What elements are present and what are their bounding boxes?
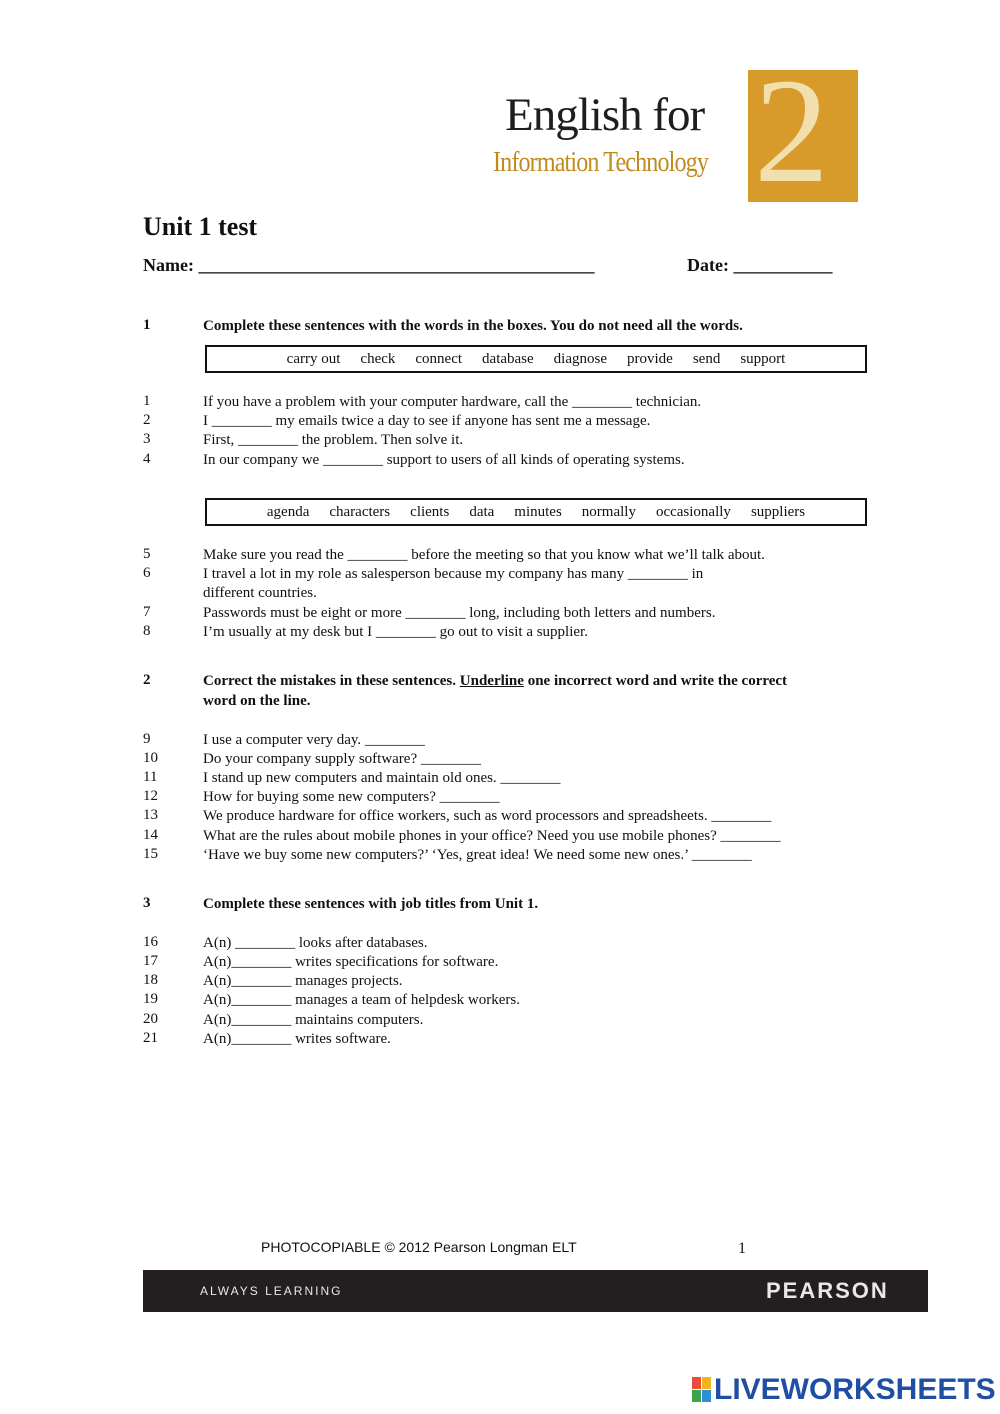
logo-level-badge (748, 70, 858, 202)
question-number: 4 (143, 451, 151, 467)
question-text[interactable]: Make sure you read the ________ before the meeting so that you know what we’ll talk about. (203, 547, 765, 563)
question-number: 6 (143, 565, 151, 581)
question-number: 12 (143, 788, 158, 804)
section-1-instruction: Complete these sentences with the words in the boxes. You do not need all the words. (203, 318, 743, 334)
word-box-1 (205, 345, 867, 373)
question-number: 10 (143, 750, 158, 766)
question-text[interactable]: A(n)________ manages a team of helpdesk workers. (203, 992, 520, 1008)
word-box-item: normally (581, 503, 636, 520)
question-text[interactable]: A(n)________ writes specifications for software. (203, 954, 499, 970)
word-box-item: database (482, 350, 534, 367)
liveworksheets-text: LIVEWORKSHEETS (714, 1373, 996, 1406)
section-1-number: 1 (143, 317, 151, 333)
question-number: 9 (143, 731, 151, 747)
question-number: 18 (143, 972, 158, 988)
word-box-item: occasionally (655, 503, 731, 520)
question-text[interactable]: I ________ my emails twice a day to see if anyone has sent me a message. (203, 413, 651, 429)
section-2-number: 2 (143, 672, 151, 688)
question-number: 1 (143, 393, 151, 409)
word-box-item: connect (415, 350, 463, 367)
question-text[interactable]: How for buying some new computers? ________ (203, 789, 500, 805)
section-2-instruction-underline: Underline (459, 673, 524, 689)
question-number: 21 (143, 1030, 158, 1046)
question-number: 17 (143, 953, 158, 969)
section-2-instruction (203, 671, 823, 711)
question-text[interactable]: I travel a lot in my role as salesperson because my company has many ________ in different countries. (203, 566, 704, 601)
question-number: 20 (143, 1011, 158, 1027)
page-number: 1 (738, 1240, 746, 1257)
question-number: 11 (143, 769, 158, 785)
word-box-item: suppliers (750, 503, 806, 520)
question-number: 13 (143, 807, 158, 823)
question-number: 3 (143, 431, 151, 447)
word-box-item: data (469, 503, 495, 520)
question-number: 2 (143, 412, 151, 428)
logo-english-for: English for (505, 89, 705, 141)
question-text[interactable]: A(n)________ maintains computers. (203, 1012, 424, 1028)
question-text[interactable]: I stand up new computers and maintain old ones. ________ (203, 770, 561, 786)
word-box-item: diagnose (553, 350, 607, 367)
question-text[interactable]: Do your company supply software? ________ (203, 751, 481, 767)
word-box-item: clients (410, 503, 450, 520)
liveworksheets-icon (692, 1377, 712, 1403)
question-number: 15 (143, 846, 158, 862)
question-text[interactable]: If you have a problem with your computer hardware, call the ________ technician. (203, 394, 702, 410)
word-box-item: support (740, 350, 786, 367)
section-3-number: 3 (143, 895, 151, 911)
question-number: 5 (143, 546, 151, 562)
question-text[interactable]: We produce hardware for office workers, such as word processors and spreadsheets. ________ (203, 808, 772, 824)
question-text[interactable]: I use a computer very day. ________ (203, 732, 425, 748)
copyright-notice: PHOTOCOPIABLE © 2012 Pearson Longman ELT (261, 1239, 577, 1255)
question-text[interactable]: I’m usually at my desk but I ________ go out to visit a supplier. (203, 624, 588, 640)
question-number: 14 (143, 827, 158, 843)
word-box-item: check (360, 350, 396, 367)
question-text[interactable]: A(n)________ manages projects. (203, 973, 403, 989)
section-2-instruction-part: Correct the mistakes in these sentences. (203, 673, 460, 689)
question-text[interactable]: ‘Have we buy some new computers?’ ‘Yes, great idea! We need some new ones.’ ________ (203, 847, 752, 863)
name-field[interactable]: Name: ____________________________________________ (143, 255, 595, 275)
pearson-logo: PEARSON (766, 1278, 889, 1303)
question-number: 19 (143, 991, 158, 1007)
word-box-item: agenda (266, 503, 310, 520)
word-box-item: characters (329, 503, 391, 520)
logo-level-number: 2 (754, 70, 829, 202)
word-box-item: carry out (286, 350, 341, 367)
section-3-instruction: Complete these sentences with job titles from Unit 1. (203, 896, 539, 912)
liveworksheets-logo (692, 1373, 996, 1407)
logo-information-technology: Information Technology (493, 147, 709, 178)
question-number: 16 (143, 934, 158, 950)
question-number: 8 (143, 623, 151, 639)
question-text[interactable]: A(n)________ writes software. (203, 1031, 391, 1047)
question-text[interactable]: First, ________ the problem. Then solve it. (203, 432, 464, 448)
question-text[interactable]: A(n) ________ looks after databases. (203, 935, 428, 951)
word-box-2 (205, 498, 867, 526)
question-text[interactable]: What are the rules about mobile phones in your office? Need you use mobile phones? ________ (203, 828, 781, 844)
date-field[interactable]: Date: ___________ (687, 255, 833, 275)
question-number: 7 (143, 604, 151, 620)
page-title: Unit 1 test (143, 212, 258, 241)
section-2-instruction-part: one incorrect word and write the correct word on the line. (203, 673, 788, 709)
word-box-item: minutes (514, 503, 562, 520)
word-box-item: provide (627, 350, 673, 367)
footer-tagline: ALWAYS LEARNING (200, 1284, 343, 1298)
word-box-item: send (692, 350, 721, 367)
question-text[interactable]: Passwords must be eight or more ________ long, including both letters and numbers. (203, 605, 716, 621)
question-text[interactable]: In our company we ________ support to users of all kinds of operating systems. (203, 452, 685, 468)
